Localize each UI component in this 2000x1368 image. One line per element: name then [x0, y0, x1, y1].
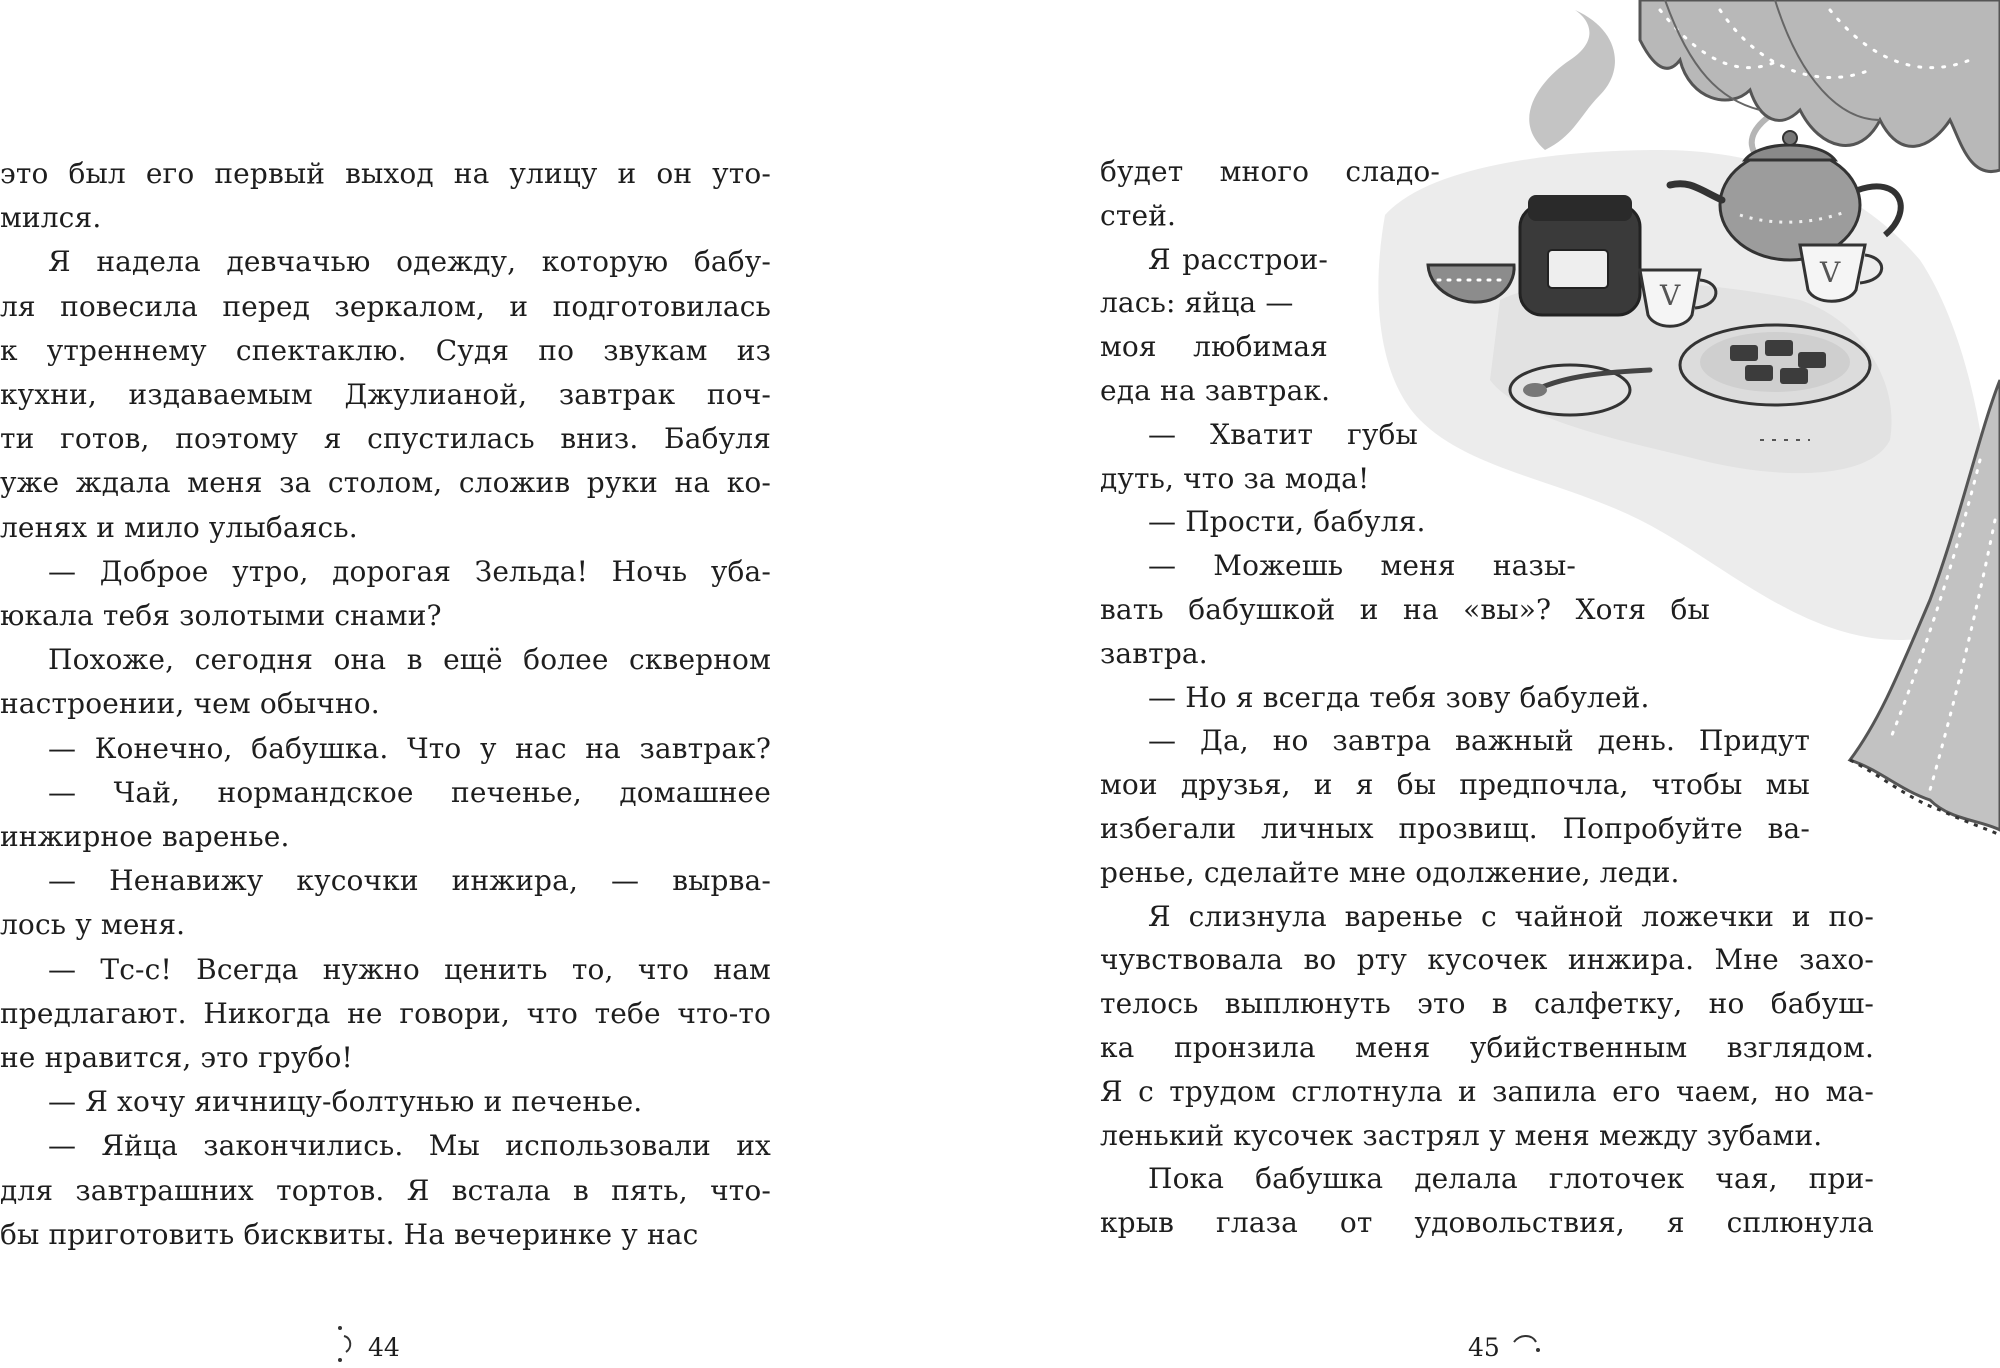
- svg-text:V: V: [1660, 279, 1681, 312]
- text-line: моя любимая: [1100, 330, 1328, 364]
- text-line: — Можешь меня назы-: [1148, 549, 1576, 583]
- text-line: не нравится, это грубо!: [0, 1041, 353, 1074]
- text-line: уже ждала меня за столом, сложив руки на ко-: [0, 466, 771, 500]
- text-line: Я с трудом сглотнула и запила его чаем, но ма-: [1100, 1074, 1874, 1108]
- text-line: ленький кусочек застрял у меня между зубами.: [1100, 1118, 1823, 1152]
- text-line: бы приготовить бисквиты. На вечеринке у нас: [0, 1217, 699, 1251]
- text-line: инжирное варенье.: [0, 820, 290, 853]
- text-line: юкала тебя золотыми снами?: [0, 599, 442, 632]
- text-line: это был его первый выход на улицу и он уто-: [0, 157, 771, 190]
- text-line: телось выплюнуть это в салфетку, но бабуш-: [1100, 987, 1874, 1021]
- text-line: крыв глаза от удовольствия, я сплюнула: [1100, 1206, 1874, 1240]
- text-line: — Прости, бабуля.: [1148, 505, 1426, 539]
- text-line: настроении, чем обычно.: [0, 687, 380, 721]
- svg-text:V: V: [1820, 256, 1841, 289]
- text-line: лось у меня.: [0, 908, 186, 942]
- text-line: предлагают. Никогда не говори, что тебе что-то: [0, 996, 771, 1030]
- text-line: стей.: [1100, 198, 1177, 232]
- text-line: Я расстрои-: [1148, 242, 1328, 276]
- text-line: вать бабушкой и на «вы»? Хотя бы: [1100, 593, 1710, 626]
- text-line: ти готов, поэтому я спустилась вниз. Бабуля: [0, 422, 771, 456]
- text-line: — Хватит губы: [1148, 417, 1418, 451]
- text-line: чувствовала во рту кусочек инжира. Мне захо-: [1100, 943, 1874, 977]
- text-line: — Я хочу яичницу-болтунью и печенье.: [48, 1085, 643, 1119]
- text-line: Пока бабушка делала глоточек чая, при-: [1148, 1162, 1874, 1196]
- text-line: — Но я всегда тебя зову бабулей.: [1148, 680, 1650, 714]
- tea-party-illustration: [1260, 0, 2000, 870]
- text-line: еда на завтрак.: [1100, 374, 1331, 407]
- text-line: ля повесила перед зеркалом, и подготовилась: [0, 289, 771, 323]
- text-line: избегали личных прозвищ. Попробуйте ва-: [1100, 812, 1810, 845]
- text-line: Я слизнула варенье с чайной ложечки и по-: [1148, 899, 1874, 933]
- left-page: [0, 0, 1000, 1366]
- text-line: ренье, сделайте мне одолжение, леди.: [1100, 855, 1680, 889]
- text-line: Я надела девчачью одежду, которую бабу-: [48, 245, 771, 279]
- text-line: — Ненавижу кусочки инжира, — вырва-: [48, 864, 771, 898]
- text-line: будет много сладо-: [1100, 155, 1440, 188]
- page-number-left: 44: [368, 1333, 400, 1362]
- text-line: мился.: [0, 201, 102, 235]
- text-line: ка пронзила меня убийственным взглядом.: [1100, 1031, 1874, 1064]
- text-line: — Чай, нормандское печенье, домашнее: [48, 775, 771, 809]
- text-line: для завтрашних тортов. Я встала в пять, что-: [0, 1173, 771, 1207]
- text-line: к утреннему спектаклю. Судя по звукам из: [0, 333, 771, 367]
- text-line: — Доброе утро, дорогая Зельда! Ночь уба-: [48, 554, 771, 588]
- page-number-right: 45: [1468, 1333, 1500, 1362]
- page-ornament-right-icon: [1508, 1320, 1548, 1368]
- text-line: — Конечно, бабушка. Что у нас на завтрак?: [48, 731, 771, 765]
- text-line: мои друзья, и я бы предпочла, чтобы мы: [1100, 768, 1810, 802]
- text-line: кухни, издаваемым Джулианой, завтрак поч-: [0, 378, 771, 411]
- text-line: Похоже, сегодня она в ещё более скверном: [48, 643, 771, 677]
- text-line: — Тс-с! Всегда нужно ценить то, что нам: [48, 952, 771, 986]
- text-line: — Да, но завтра важный день. Придут: [1148, 724, 1810, 758]
- text-line: лась: яйца —: [1100, 286, 1294, 320]
- text-line: ленях и мило улыбаясь.: [0, 510, 358, 544]
- text-line: завтра.: [1100, 636, 1208, 670]
- page-ornament-left-icon: [330, 1320, 370, 1368]
- text-line: — Яйца закончились. Мы использовали их: [48, 1129, 771, 1163]
- text-line: дуть, что за мода!: [1100, 461, 1370, 495]
